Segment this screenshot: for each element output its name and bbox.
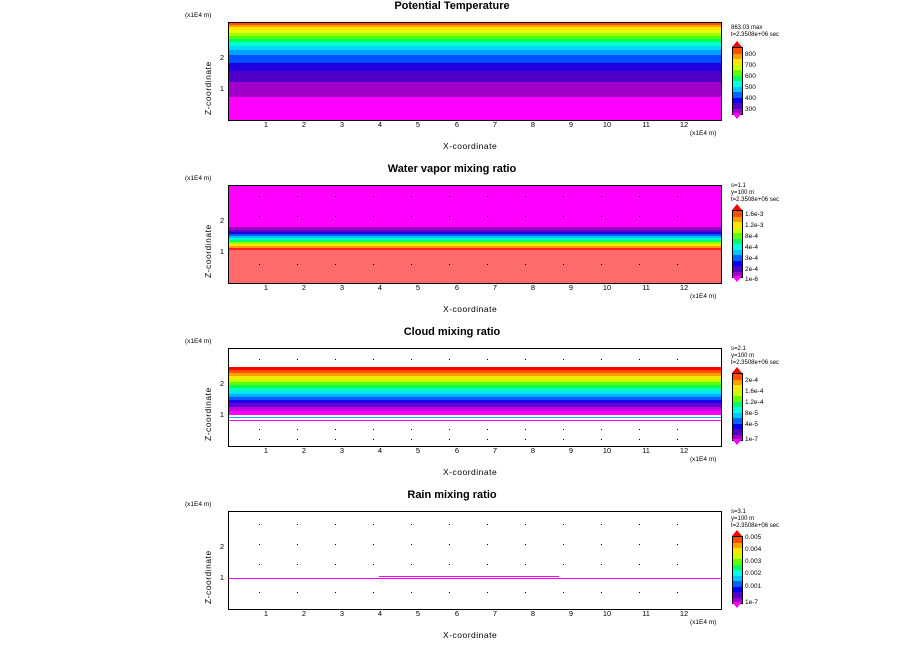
z-unit-label: (x1E4 m) [185, 175, 212, 182]
contour-line [229, 417, 721, 418]
x-tick-label: 2 [301, 120, 307, 129]
timestamp-annotation: t=2.3508e+06 sec [731, 523, 780, 529]
contour-band [229, 82, 721, 97]
slice-annotation: s=3.1 [731, 509, 746, 515]
panel-potential-temperature [0, 0, 904, 163]
x-tick-label: 9 [568, 609, 574, 618]
colorbar-tick-label: 0.002 [745, 570, 762, 577]
y-annotation: y=100 m [731, 190, 755, 196]
x-tick-label: 8 [530, 283, 536, 292]
slice-annotation: s=2.1 [731, 346, 746, 352]
x-tick-label: 6 [454, 120, 460, 129]
colorbar-potential-temperature [732, 47, 743, 115]
contour-band [229, 250, 721, 283]
x-tick-label: 3 [339, 283, 345, 292]
z-unit-label: (x1E4 m) [185, 501, 212, 508]
x-unit-label: (x1E4 m) [690, 619, 717, 626]
y-axis-label: Z-coordinate [203, 61, 213, 115]
y-tick-label: 2 [219, 542, 224, 551]
colorbar-cloud [732, 373, 743, 441]
colorbar-tick-label: 1.2e-3 [745, 222, 764, 229]
x-tick-label: 11 [642, 446, 650, 455]
contour-band [229, 71, 721, 82]
colorbar-tick-label: 700 [745, 62, 756, 69]
x-tick-label: 2 [301, 283, 307, 292]
x-tick-label: 5 [415, 609, 421, 618]
x-axis-label: X-coordinate [443, 467, 498, 477]
x-tick-label: 12 [679, 283, 689, 292]
colorbar-tick-label: 2e-4 [745, 266, 759, 273]
x-tick-label: 5 [415, 283, 421, 292]
x-tick-label: 4 [377, 446, 383, 455]
colorbar-tick-label: 600 [745, 73, 756, 80]
x-tick-label: 12 [679, 446, 689, 455]
colorbar-tick-label: 1e-6 [745, 276, 759, 283]
x-tick-label: 8 [530, 120, 536, 129]
x-tick-label: 3 [339, 446, 345, 455]
plot-area-potential-temperature [228, 22, 722, 121]
colorbar-tick-label: 1e-7 [745, 436, 759, 443]
panel-title: Water vapor mixing ratio [387, 163, 517, 175]
panel-cloud-mixing-ratio [0, 326, 904, 489]
panel-title: Cloud mixing ratio [403, 326, 501, 338]
colorbar-tick-label: 0.005 [745, 534, 762, 541]
contour-band [229, 63, 721, 71]
x-axis-label: X-coordinate [443, 141, 498, 151]
x-tick-label: 7 [492, 609, 498, 618]
plot-area-cloud [228, 348, 722, 447]
colorbar-tick-label: 8e-4 [745, 233, 759, 240]
y-tick-label: 2 [219, 53, 224, 62]
y-annotation: y=100 m [731, 516, 755, 522]
x-unit-label: (x1E4 m) [690, 293, 717, 300]
colorbar-max-label: 863.03 max [731, 25, 763, 31]
contour-band [229, 411, 721, 415]
panel-title: Potential Temperature [394, 0, 510, 12]
y-tick-label: 1 [219, 410, 224, 419]
colorbar-bottom-arrow [732, 276, 742, 282]
colorbar-bottom-arrow [732, 113, 742, 119]
timestamp-annotation: t=2.3508e+06 sec [731, 360, 780, 366]
x-tick-label: 5 [415, 446, 421, 455]
x-tick-label: 6 [454, 283, 460, 292]
plot-area-rain [228, 511, 722, 610]
x-tick-label: 11 [642, 120, 650, 129]
y-tick-label: 2 [219, 216, 224, 225]
colorbar-bottom-arrow [732, 439, 742, 445]
colorbar-tick-label: 8e-5 [745, 410, 759, 417]
contour-line [229, 578, 721, 579]
x-tick-label: 3 [339, 609, 345, 618]
y-axis-label: Z-coordinate [203, 224, 213, 278]
colorbar-tick-label: 2e-4 [745, 377, 759, 384]
x-tick-label: 9 [568, 283, 574, 292]
x-tick-label: 10 [602, 609, 612, 618]
x-tick-label: 1 [263, 283, 269, 292]
x-tick-label: 1 [263, 609, 269, 618]
x-tick-label: 10 [602, 283, 612, 292]
x-tick-label: 10 [602, 120, 612, 129]
colorbar-bottom-arrow [732, 602, 742, 608]
x-tick-label: 4 [377, 120, 383, 129]
x-tick-label: 4 [377, 283, 383, 292]
colorbar-tick-label: 800 [745, 51, 756, 58]
contour-band [229, 55, 721, 63]
contour-line [379, 576, 559, 577]
x-tick-label: 1 [263, 446, 269, 455]
x-tick-label: 2 [301, 609, 307, 618]
timestamp-annotation: t=2.3508e+06 sec [731, 197, 780, 203]
y-axis-label: Z-coordinate [203, 550, 213, 604]
contour-band [229, 97, 721, 120]
contour-band [229, 186, 721, 227]
x-tick-label: 12 [679, 609, 689, 618]
x-tick-label: 11 [642, 283, 650, 292]
colorbar-rain [732, 536, 743, 604]
plot-area-water-vapor [228, 185, 722, 284]
y-tick-label: 1 [219, 247, 224, 256]
x-tick-label: 7 [492, 283, 498, 292]
x-tick-label: 7 [492, 120, 498, 129]
colorbar-tick-label: 1.2e-4 [745, 399, 764, 406]
colorbar-tick-label: 0.001 [745, 583, 762, 590]
x-tick-label: 6 [454, 609, 460, 618]
x-unit-label: (x1E4 m) [690, 130, 717, 137]
colorbar-tick-label: 1e-7 [745, 599, 759, 606]
colorbar-tick-label: 4e-5 [745, 421, 759, 428]
x-tick-label: 4 [377, 609, 383, 618]
colorbar-tick-label: 400 [745, 95, 756, 102]
colorbar-tick-label: 0.003 [745, 558, 762, 565]
timestamp-annotation: t=2.3508e+06 sec [731, 32, 780, 38]
y-axis-label: Z-coordinate [203, 387, 213, 441]
colorbar-tick-label: 500 [745, 84, 756, 91]
x-unit-label: (x1E4 m) [690, 456, 717, 463]
colorbar-tick-label: 0.004 [745, 546, 762, 553]
z-unit-label: (x1E4 m) [185, 338, 212, 345]
contour-line [229, 420, 721, 421]
x-axis-label: X-coordinate [443, 304, 498, 314]
colorbar-tick-label: 3e-4 [745, 255, 759, 262]
slice-annotation: s=1.1 [731, 183, 746, 189]
x-axis-label: X-coordinate [443, 630, 498, 640]
x-tick-label: 8 [530, 609, 536, 618]
colorbar-water-vapor [732, 210, 743, 278]
colorbar-tick-label: 300 [745, 106, 756, 113]
x-tick-label: 6 [454, 446, 460, 455]
panel-water-vapor-mixing-ratio [0, 163, 904, 326]
x-tick-label: 7 [492, 446, 498, 455]
x-tick-label: 2 [301, 446, 307, 455]
x-tick-label: 11 [642, 609, 650, 618]
x-tick-label: 10 [602, 446, 612, 455]
x-tick-label: 9 [568, 446, 574, 455]
z-unit-label: (x1E4 m) [185, 12, 212, 19]
colorbar-tick-label: 1.6e-3 [745, 211, 764, 218]
colorbar-tick-label: 4e-4 [745, 244, 759, 251]
x-tick-label: 8 [530, 446, 536, 455]
panel-title: Rain mixing ratio [407, 489, 497, 501]
y-tick-label: 1 [219, 84, 224, 93]
x-tick-label: 3 [339, 120, 345, 129]
y-tick-label: 2 [219, 379, 224, 388]
x-tick-label: 5 [415, 120, 421, 129]
panel-rain-mixing-ratio [0, 489, 904, 652]
x-tick-label: 1 [263, 120, 269, 129]
x-tick-label: 12 [679, 120, 689, 129]
y-tick-label: 1 [219, 573, 224, 582]
y-annotation: y=100 m [731, 353, 755, 359]
colorbar-tick-label: 1.6e-4 [745, 388, 764, 395]
x-tick-label: 9 [568, 120, 574, 129]
